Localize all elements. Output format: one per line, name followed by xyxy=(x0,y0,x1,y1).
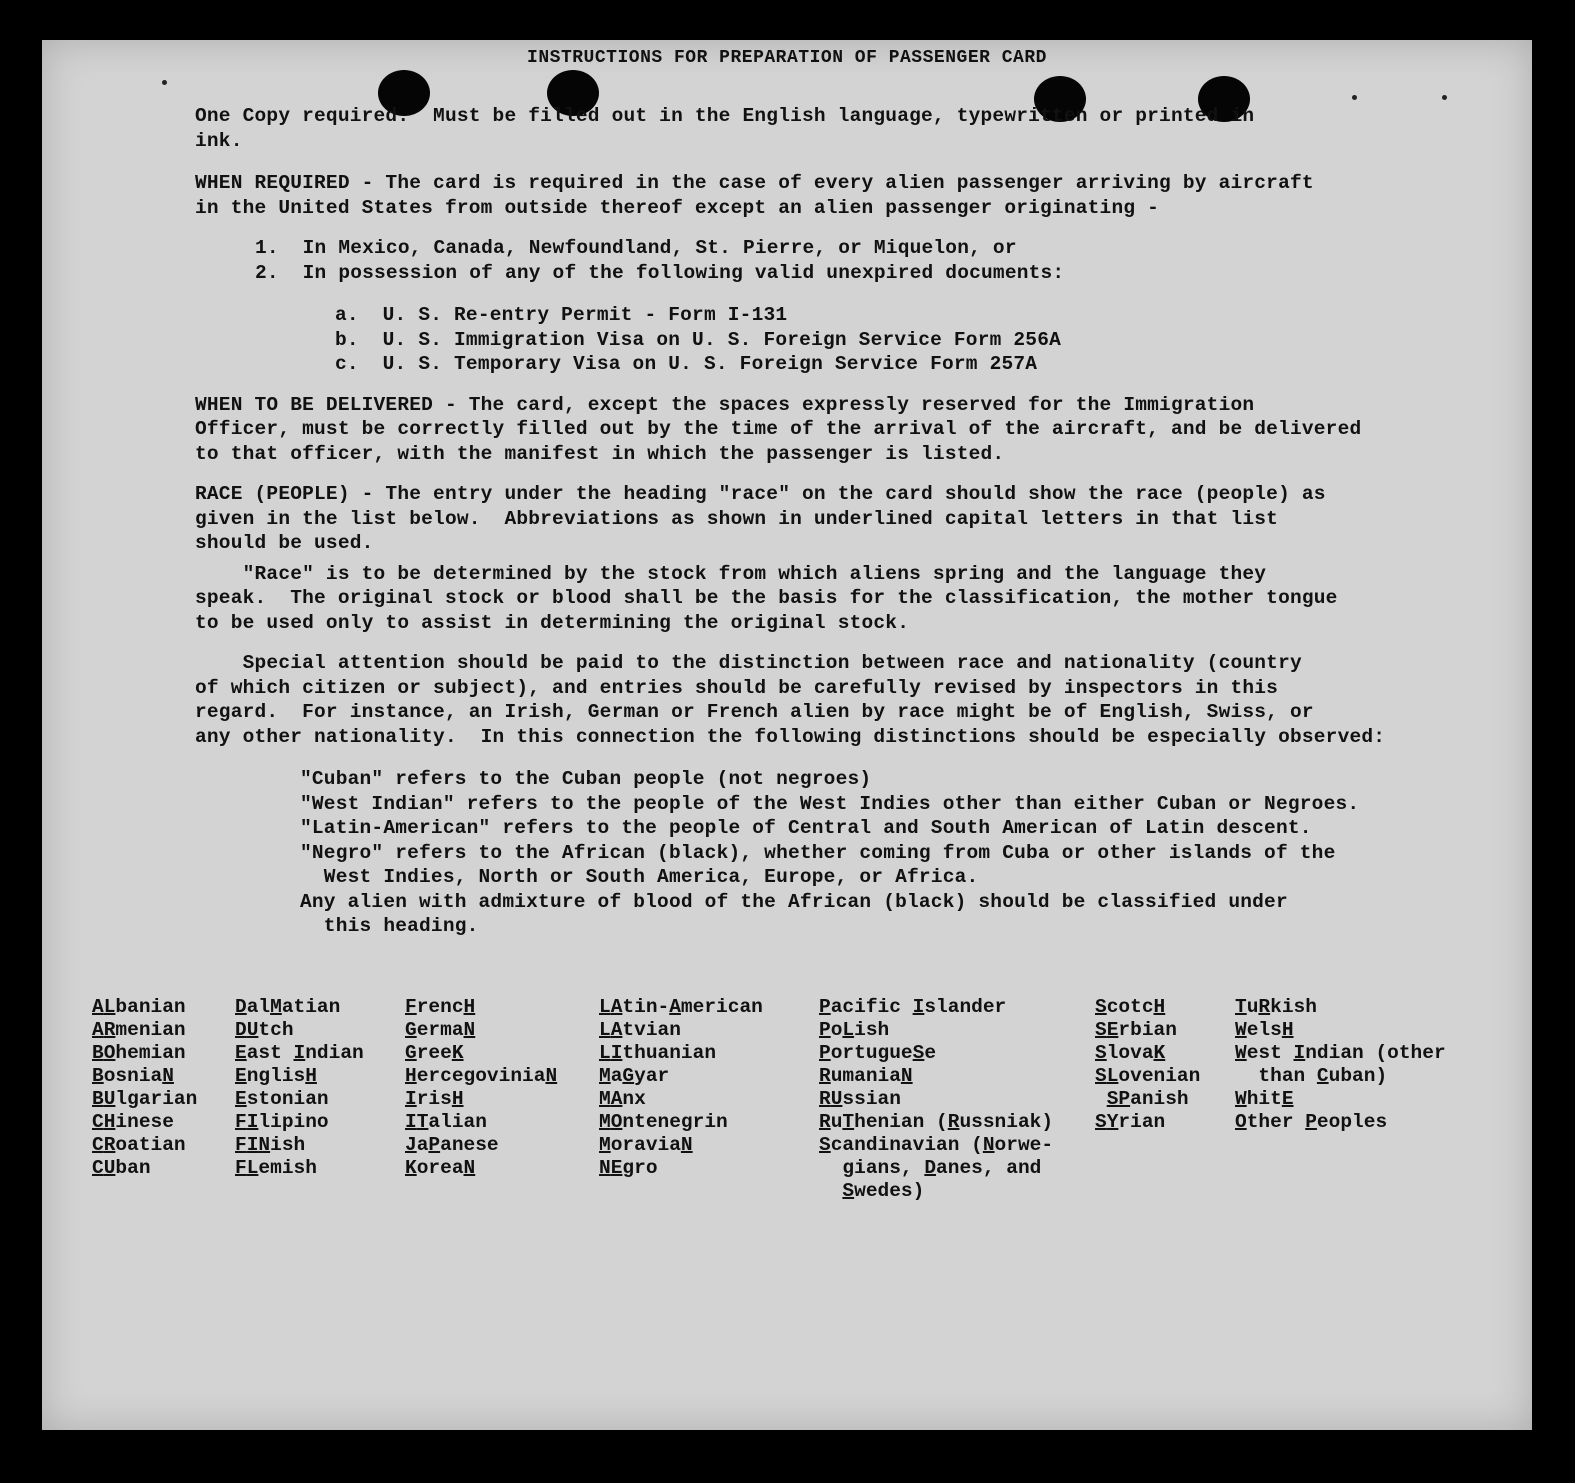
race-entry: East Indian xyxy=(235,1042,364,1064)
instructions-body xyxy=(195,104,1525,939)
race-column xyxy=(819,996,1053,1203)
race-entry: CUban xyxy=(92,1157,151,1179)
race-entry: gians, Danes, and xyxy=(842,1157,1042,1179)
race-entry: SlovaK xyxy=(1095,1042,1166,1064)
race-entry: CRoatian xyxy=(92,1134,186,1156)
race-column xyxy=(405,996,557,1180)
list-item: 2. In possession of any of the following valid unexpired documents: xyxy=(255,261,1065,284)
race-entry: FINish xyxy=(235,1134,306,1156)
paragraph-line: to be used only to assist in determining the original stock. xyxy=(195,611,910,634)
race-column xyxy=(1235,996,1446,1134)
race-entry: SYrian xyxy=(1095,1111,1166,1133)
paragraph-line: WHEN REQUIRED - The card is required in the case of every alien passenger arriving by aircraft xyxy=(195,172,1314,194)
paragraph-line: Special attention should be paid to the distinction between race and nationality (country xyxy=(195,652,1302,674)
race-entry: Swedes) xyxy=(842,1180,925,1202)
race-entry: MAnx xyxy=(599,1088,646,1110)
race-entry: Estonian xyxy=(235,1088,329,1110)
race-entry: RumaniaN xyxy=(819,1065,913,1087)
paragraph-line: any other nationality. In this connection the following distinctions should be especially observed: xyxy=(195,725,1386,748)
paragraph-line: Officer, must be correctly filled out by the time of the arrival of the aircraft, and be delivered xyxy=(195,418,1362,440)
race-entry: IrisH xyxy=(405,1088,464,1110)
paragraph-line: speak. The original stock or blood shall be the basis for the classification, the mother tongue xyxy=(195,587,1338,609)
list-item: a. U. S. Re-entry Permit - Form I-131 xyxy=(335,304,788,326)
paragraph-line: RACE (PEOPLE) - The entry under the heading "race" on the card should show the race (people) as xyxy=(195,483,1326,505)
document-page xyxy=(42,40,1532,1430)
race-entry: Other Peoples xyxy=(1235,1111,1388,1133)
paragraph-line: in the United States from outside thereof except an alien passenger originating - xyxy=(195,196,1160,219)
race-entry: BUlgarian xyxy=(92,1088,198,1110)
paragraph-line: ink. xyxy=(195,129,243,152)
paragraph-line: to that officer, with the manifest in which the passenger is listed. xyxy=(195,442,1005,465)
race-list xyxy=(92,996,1532,1256)
distinction-item: this heading. xyxy=(300,915,479,937)
race-entry: GreeK xyxy=(405,1042,464,1064)
race-entry: EnglisH xyxy=(235,1065,317,1087)
race-entry: MaGyar xyxy=(599,1065,670,1087)
paragraph-line: regard. For instance, an Irish, German or French alien by race might be of English, Swiss, or xyxy=(195,701,1314,723)
race-entry: PoLish xyxy=(819,1019,890,1041)
race-entry: RUssian xyxy=(819,1088,901,1110)
race-entry: WelsH xyxy=(1235,1019,1294,1041)
race-entry: MOntenegrin xyxy=(599,1111,728,1133)
race-entry: West Indian (other xyxy=(1235,1042,1446,1064)
race-entry: NEgro xyxy=(599,1157,658,1179)
race-entry: ITalian xyxy=(405,1111,487,1133)
race-entry: SErbian xyxy=(1095,1019,1177,1041)
race-entry: ALbanian xyxy=(92,996,186,1018)
list-item: b. U. S. Immigration Visa on U. S. Foreign Service Form 256A xyxy=(335,328,1062,351)
race-entry: SPanish xyxy=(1106,1088,1189,1110)
paragraph-line: WHEN TO BE DELIVERED - The card, except the spaces expressly reserved for the Immigration xyxy=(195,393,1255,416)
race-entry: DalMatian xyxy=(235,996,341,1018)
race-entry: RuThenian (Russniak) xyxy=(819,1111,1054,1133)
race-entry: Scandinavian (Norwe- xyxy=(819,1134,1054,1156)
paragraph-line: "Race" is to be determined by the stock from which aliens spring and the language they xyxy=(195,562,1267,585)
list-item: c. U. S. Temporary Visa on U. S. Foreign Service Form 257A xyxy=(335,353,1038,375)
distinction-item: "Cuban" refers to the Cuban people (not negroes) xyxy=(300,768,872,790)
race-entry: DUtch xyxy=(235,1019,294,1041)
race-column xyxy=(1095,996,1200,1134)
race-entry: FLemish xyxy=(235,1157,317,1179)
race-entry: WhitE xyxy=(1235,1088,1294,1110)
paragraph-line: One Copy required. Must be filled out in the English language, typewritten or printed in xyxy=(195,105,1255,127)
race-entry: PortugueSe xyxy=(819,1042,937,1064)
race-entry: than Cuban) xyxy=(1258,1065,1388,1087)
distinction-item: Any alien with admixture of blood of the African (black) should be classified under xyxy=(300,890,1288,913)
race-entry: LIthuanian xyxy=(599,1042,717,1064)
race-entry: GermaN xyxy=(405,1019,476,1041)
race-entry: CHinese xyxy=(92,1111,174,1133)
race-entry: JaPanese xyxy=(405,1134,499,1156)
race-entry: Pacific Islander xyxy=(819,996,1007,1018)
race-entry: KoreaN xyxy=(405,1157,476,1179)
race-entry: SLovenian xyxy=(1095,1065,1201,1087)
race-entry: ARmenian xyxy=(92,1019,186,1041)
race-entry: FrencH xyxy=(405,996,476,1018)
list-item: 1. In Mexico, Canada, Newfoundland, St. Pierre, or Miquelon, or xyxy=(255,237,1017,259)
race-entry: ScotcH xyxy=(1095,996,1166,1018)
race-column xyxy=(599,996,763,1180)
race-entry: BosniaN xyxy=(92,1065,174,1087)
paragraph-line: given in the list below. Abbreviations as shown in underlined capital letters in that list xyxy=(195,507,1279,530)
race-entry: LAtin-American xyxy=(599,996,763,1018)
page-title: INSTRUCTIONS FOR PREPARATION OF PASSENGER CARD xyxy=(527,48,1047,68)
race-entry: TuRkish xyxy=(1235,996,1317,1018)
paragraph-line: of which citizen or subject), and entries should be carefully revised by inspectors in this xyxy=(195,676,1279,699)
distinction-item: "West Indian" refers to the people of the West Indies other than either Cuban or Negroes. xyxy=(300,792,1360,815)
paragraph-line: should be used. xyxy=(195,532,374,554)
distinction-item: "Latin-American" refers to the people of Central and South American of Latin descent. xyxy=(300,817,1312,839)
distinction-item: West Indies, North or South America, Europe, or Africa. xyxy=(300,866,979,888)
distinction-item: "Negro" refers to the African (black), whether coming from Cuba or other islands of the xyxy=(300,841,1336,864)
race-column xyxy=(235,996,364,1180)
race-entry: LAtvian xyxy=(599,1019,681,1041)
race-entry: BOhemian xyxy=(92,1042,186,1064)
race-entry: MoraviaN xyxy=(599,1134,693,1156)
race-entry: FIlipino xyxy=(235,1111,329,1133)
race-column xyxy=(92,996,197,1180)
race-entry: HercegoviniaN xyxy=(405,1065,558,1087)
